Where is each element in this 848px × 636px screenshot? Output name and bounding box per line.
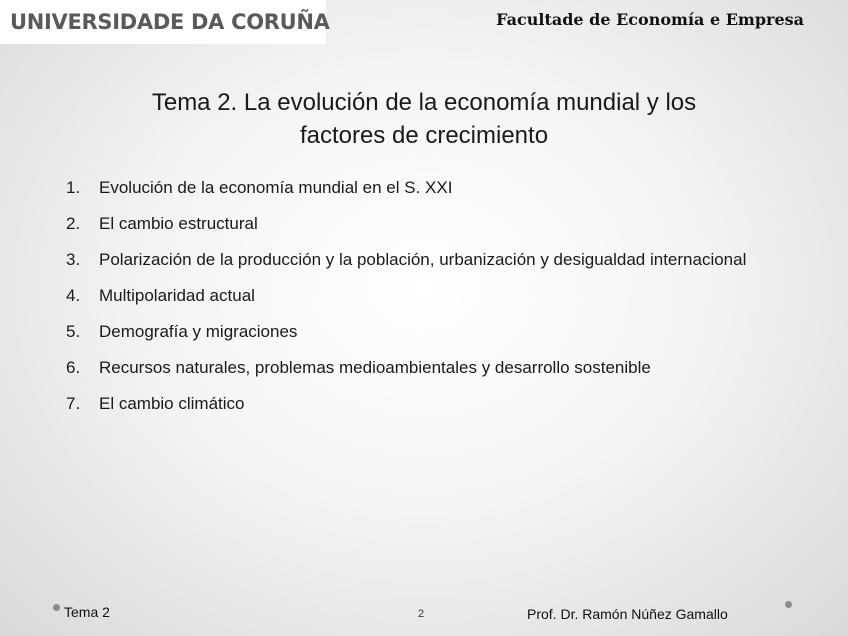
footer-dot-left-icon	[53, 604, 60, 611]
footer-dot-right-icon	[785, 601, 792, 608]
list-item	[66, 393, 763, 415]
slide-title-line-1: Tema 2. La evolución de la economía mundial y los	[151, 89, 697, 116]
topic-number: 7.	[66, 394, 81, 413]
list-item	[66, 249, 763, 271]
topic-number: 2.	[66, 214, 81, 233]
topic-text: Recursos naturales, problemas medioambientales y desarrollo sostenible	[99, 358, 651, 377]
topic-text: Evolución de la economía mundial en el S. XXI	[99, 178, 453, 197]
footer-author: Prof. Dr. Ramón Núñez Gamallo	[527, 606, 728, 622]
topic-text: Polarización de la producción y la población, urbanización y desigualdad internacional	[99, 250, 747, 269]
slide-title	[60, 86, 788, 152]
university-logo	[0, 0, 330, 44]
list-item	[66, 213, 763, 235]
topic-number: 3.	[66, 250, 81, 269]
topic-list	[66, 177, 763, 429]
slide-title-line-2: factores de crecimiento	[299, 122, 549, 149]
list-item	[66, 177, 763, 199]
faculty-name: Facultade de Economía e Empresa	[496, 10, 804, 29]
topic-text: El cambio estructural	[99, 214, 258, 233]
list-item	[66, 285, 763, 307]
footer-topic: Tema 2	[64, 604, 110, 620]
topic-text: Demografía y migraciones	[99, 322, 298, 341]
topic-text: El cambio climático	[99, 394, 245, 413]
topic-number: 1.	[66, 178, 81, 197]
topic-number: 5.	[66, 322, 81, 341]
list-item	[66, 357, 763, 379]
topic-number: 6.	[66, 358, 81, 377]
page-number: 2	[418, 608, 425, 620]
topic-text: Multipolaridad actual	[99, 286, 255, 305]
university-name: UNIVERSIDADE DA CORUÑA	[10, 10, 330, 34]
topic-number: 4.	[66, 286, 81, 305]
list-item	[66, 321, 763, 343]
